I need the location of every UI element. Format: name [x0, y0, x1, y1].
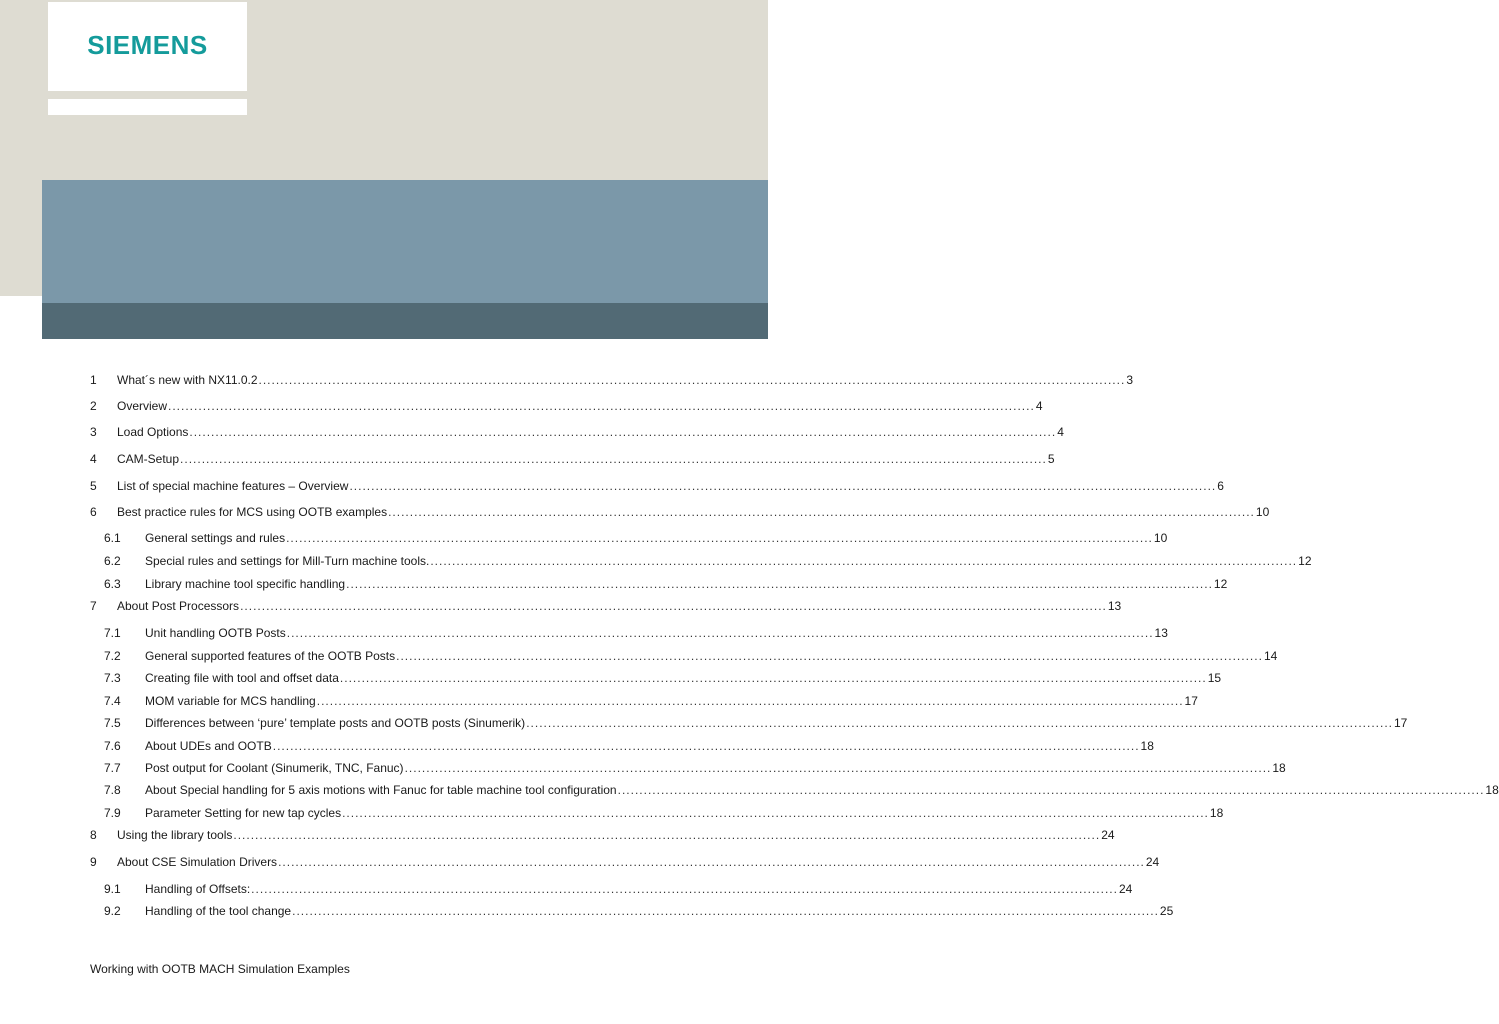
toc-entry-page: 12: [1213, 577, 1228, 591]
toc-entry-title: About Special handling for 5 axis motions with Fanuc for table machine tool configuration: [145, 783, 617, 797]
toc-entry-title: Special rules and settings for Mill-Turn machine tools.: [145, 554, 430, 568]
toc-entry-page: 18: [1209, 806, 1224, 820]
toc-entry[interactable]: [0, 372, 1133, 388]
toc-entry[interactable]: [0, 451, 1055, 467]
toc-entry-number: 6.1: [104, 531, 121, 545]
toc-entry[interactable]: [0, 805, 1224, 821]
toc-entry-number: 4: [90, 452, 97, 466]
toc-dot-leader: ........................................................................................................................................................................................................: [278, 855, 1145, 869]
toc-entry-line: [117, 424, 1064, 440]
toc-entry-title: About UDEs and OOTB: [145, 739, 272, 753]
toc-entry-number: 8: [90, 828, 97, 842]
toc-entry-page: 4: [1057, 425, 1064, 439]
toc-entry-page: 17: [1393, 716, 1408, 730]
toc-entry-line: [145, 553, 1312, 569]
toc-entry-page: 10: [1153, 531, 1168, 545]
toc-entry[interactable]: [0, 854, 1160, 870]
toc-dot-leader: ........................................................................................................................................................................................................: [180, 452, 1047, 466]
toc-dot-leader: ........................................................................................................................................................................................................: [168, 399, 1035, 413]
toc-entry-page: 18: [1272, 761, 1286, 775]
toc-dot-leader: ........................................................................................................................................................................................................: [272, 739, 1140, 753]
toc-entry[interactable]: [0, 881, 1133, 897]
toc-entry-title: Differences between ‘pure’ template posts and OOTB posts (Sinumerik): [145, 716, 526, 730]
toc-entry-number: 7: [90, 599, 97, 613]
toc-entry-title: List of special machine features – Overview: [117, 479, 349, 493]
toc-entry-line: [117, 504, 1270, 520]
toc-entry-line: [117, 598, 1122, 614]
toc-dot-leader: ........................................................................................................................................................................................................: [286, 531, 1153, 545]
toc-entry-title: About Post Processors: [117, 599, 240, 613]
toc-dot-leader: ........................................................................................................................................................................................................: [316, 694, 1184, 708]
toc-entry-page: 14: [1263, 649, 1278, 663]
toc-entry[interactable]: [0, 903, 1174, 919]
toc-entry-number: 7.3: [104, 671, 121, 685]
toc-entry-number: 9: [90, 855, 97, 869]
toc-entry-number: 7.1: [104, 626, 121, 640]
toc-entry-page: 24: [1118, 882, 1133, 896]
toc-entry-number: 3: [90, 425, 97, 439]
toc-entry-line: [145, 782, 1499, 798]
toc-dot-leader: ........................................................................................................................................................................................................: [292, 904, 1159, 918]
toc-dot-leader: ........................................................................................................................................................................................................: [404, 761, 1272, 775]
toc-entry-title: General settings and rules: [145, 531, 286, 545]
toc-entry-line: [117, 372, 1133, 388]
toc-entry[interactable]: [0, 424, 1064, 440]
toc-entry-number: 6.3: [104, 577, 121, 591]
toc-entry-line: [145, 881, 1133, 897]
toc-dot-leader: ........................................................................................................................................................................................................: [430, 554, 1298, 568]
toc-entry-line: [117, 451, 1055, 467]
toc-dot-leader: ........................................................................................................................................................................................................: [526, 716, 1393, 730]
toc-entry[interactable]: [0, 782, 1499, 798]
toc-entry[interactable]: [0, 625, 1168, 641]
toc-entry[interactable]: [0, 760, 1286, 776]
toc-dot-leader: ........................................................................................................................................................................................................: [233, 828, 1101, 842]
toc-entry-line: [145, 738, 1154, 754]
toc-entry-title: Best practice rules for MCS using OOTB examples: [117, 505, 388, 519]
toc-entry-title: Using the library tools: [117, 828, 233, 842]
toc-entry-line: [145, 670, 1222, 686]
toc-entry[interactable]: [0, 715, 1408, 731]
toc-entry-title: What´s new with NX11.0.2: [117, 373, 258, 387]
toc-entry[interactable]: [0, 648, 1278, 664]
toc-entry[interactable]: [0, 670, 1222, 686]
toc-entry-page: 4: [1035, 399, 1043, 413]
toc-dot-leader: ........................................................................................................................................................................................................: [396, 649, 1263, 663]
toc-entry-page: 13: [1107, 599, 1122, 613]
toc-dot-leader: ........................................................................................................................................................................................................: [617, 783, 1485, 797]
toc-entry-line: [145, 805, 1224, 821]
toc-entry-number: 5: [90, 479, 97, 493]
toc-dot-leader: ........................................................................................................................................................................................................: [189, 425, 1057, 439]
toc-entry[interactable]: [0, 478, 1224, 494]
toc-dot-leader: ........................................................................................................................................................................................................: [339, 671, 1207, 685]
toc-entry[interactable]: [0, 504, 1270, 520]
toc-entry-line: [145, 903, 1174, 919]
toc-entry-title: Unit handling OOTB Posts: [145, 626, 286, 640]
toc-entry-number: 1: [90, 373, 97, 387]
toc-entry-number: 7.2: [104, 649, 121, 663]
toc-entry-page: 6: [1217, 479, 1224, 493]
toc-entry[interactable]: [0, 553, 1312, 569]
toc-entry-number: 7.9: [104, 806, 121, 820]
toc-entry[interactable]: [0, 576, 1228, 592]
toc-entry-line: [145, 760, 1286, 776]
toc-dot-leader: ........................................................................................................................................................................................................: [286, 626, 1154, 640]
toc-entry-line: [145, 576, 1228, 592]
toc-entry-page: 12: [1298, 554, 1312, 568]
toc-entry-page: 18: [1140, 739, 1154, 753]
toc-dot-leader: ........................................................................................................................................................................................................: [388, 505, 1255, 519]
toc-entry-page: 5: [1047, 452, 1055, 466]
toc-entry-page: 3: [1126, 373, 1133, 387]
toc-dot-leader: ........................................................................................................................................................................................................: [349, 479, 1217, 493]
toc-dot-leader: ........................................................................................................................................................................................................: [258, 373, 1126, 387]
toc-entry-title: Overview: [117, 399, 168, 413]
toc-entry-page: 10: [1255, 505, 1270, 519]
toc-entry-line: [145, 530, 1168, 546]
toc-entry-number: 7.6: [104, 739, 121, 753]
toc-entry-title: Creating file with tool and offset data: [145, 671, 339, 685]
toc-entry-page: 17: [1184, 694, 1198, 708]
toc-entry-page: 24: [1101, 828, 1115, 842]
toc-entry-page: 25: [1159, 904, 1174, 918]
toc-entry[interactable]: [0, 738, 1154, 754]
toc-dot-leader: ........................................................................................................................................................................................................: [251, 882, 1118, 896]
toc-entry[interactable]: [0, 827, 1115, 843]
toc-entry-title: Post output for Coolant (Sinumerik, TNC, Fanuc): [145, 761, 404, 775]
toc-entry-page: 15: [1207, 671, 1222, 685]
toc-entry-title: Parameter Setting for new tap cycles: [145, 806, 342, 820]
toc-entry-number: 6: [90, 505, 97, 519]
toc-entry-title: Handling of Offsets:: [145, 882, 251, 896]
toc-entry-line: [117, 398, 1043, 414]
toc-entry-title: Load Options: [117, 425, 189, 439]
toc-entry-line: [117, 854, 1160, 870]
toc-entry-title: General supported features of the OOTB Posts: [145, 649, 396, 663]
toc-entry-page: 18: [1485, 783, 1499, 797]
toc-entry-title: MOM variable for MCS handling: [145, 694, 316, 708]
toc-dot-leader: ........................................................................................................................................................................................................: [346, 577, 1213, 591]
toc-dot-leader: ........................................................................................................................................................................................................: [240, 599, 1107, 613]
toc-entry[interactable]: [0, 530, 1168, 546]
document-footer: Working with OOTB MACH Simulation Examples: [90, 962, 350, 976]
toc-entry-line: [145, 715, 1408, 731]
toc-entry-line: [145, 693, 1198, 709]
toc-entry-title: Handling of the tool change: [145, 904, 292, 918]
toc-entry[interactable]: [0, 693, 1198, 709]
toc-entry-number: 7.4: [104, 694, 121, 708]
toc-entry-number: 7.8: [104, 783, 121, 797]
toc-entry-line: [145, 625, 1168, 641]
toc-entry-number: 7.7: [104, 761, 121, 775]
toc-entry[interactable]: [0, 398, 1043, 414]
toc-entry-line: [117, 827, 1115, 843]
logo-text: SIEMENS: [87, 30, 208, 60]
toc-entry-page: 13: [1154, 626, 1168, 640]
toc-entry-number: 9.2: [104, 904, 121, 918]
toc-entry-number: 9.1: [104, 882, 121, 896]
toc-entry-title: CAM-Setup: [117, 452, 180, 466]
toc-entry-number: 2: [90, 399, 97, 413]
toc-entry-title: About CSE Simulation Drivers: [117, 855, 278, 869]
toc-entry-page: 24: [1145, 855, 1160, 869]
toc-dot-leader: ........................................................................................................................................................................................................: [342, 806, 1209, 820]
toc-entry-number: 7.5: [104, 716, 121, 730]
toc-entry-line: [145, 648, 1278, 664]
toc-entry[interactable]: [0, 598, 1122, 614]
toc-entry-title: Library machine tool specific handling: [145, 577, 346, 591]
toc-entry-number: 6.2: [104, 554, 121, 568]
toc-entry-line: [117, 478, 1224, 494]
